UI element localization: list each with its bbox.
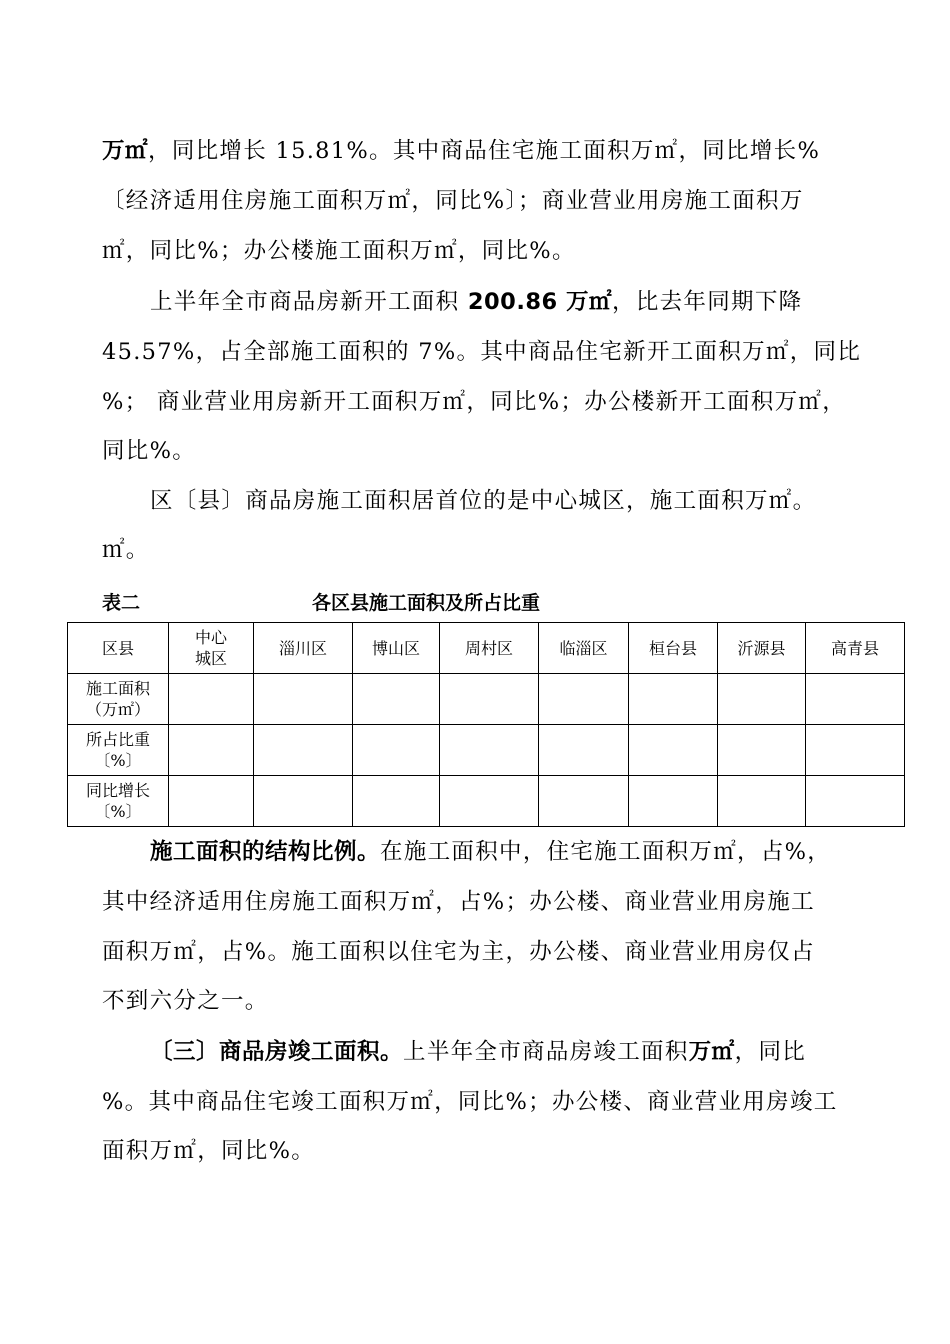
p2-line-4: 同比%。 xyxy=(102,438,197,464)
column-header: 博山区 xyxy=(353,623,440,674)
table-label: 表二 xyxy=(102,592,141,614)
table-cell xyxy=(353,725,440,776)
p4-line-4: 不到六分之一。 xyxy=(102,988,269,1014)
column-header: 临淄区 xyxy=(539,623,629,674)
row-header: 同比增长 〔%〕 xyxy=(68,776,169,827)
table-cell xyxy=(629,776,718,827)
p2-line-1 xyxy=(150,288,802,316)
p2-line-3: %； 商业营业用房新开工面积万㎡，同比%；办公楼新开工面积万㎡， xyxy=(102,389,847,415)
table-cell xyxy=(440,725,539,776)
p1-line-1 xyxy=(102,137,820,165)
table-corner: 区县 xyxy=(68,623,169,674)
p5-text-a: 上半年全市商品房竣工面积 xyxy=(403,1039,689,1065)
county-construction-table xyxy=(67,622,905,827)
table-cell xyxy=(718,725,806,776)
p1-line-2: 〔经济适用住房施工面积万㎡，同比%〕；商业营业用房施工面积万 xyxy=(102,188,804,214)
table-cell xyxy=(539,725,629,776)
table-cell xyxy=(718,674,806,725)
column-header: 桓台县 xyxy=(629,623,718,674)
p2-bold: 200.86 万㎡ xyxy=(467,289,613,315)
p4-line-2: 其中经济适用住房施工面积万㎡，占%；办公楼、商业营业用房施工 xyxy=(102,889,815,915)
table-header-row xyxy=(68,623,905,674)
p1-text: ，同比增长 15.81%。其中商品住宅施工面积万㎡，同比增长% xyxy=(148,138,821,164)
column-header: 沂源县 xyxy=(718,623,806,674)
table-cell xyxy=(806,674,905,725)
p3-line-2: ㎡。 xyxy=(102,537,150,563)
table-cell xyxy=(806,725,905,776)
row-header: 所占比重 〔%〕 xyxy=(68,725,169,776)
column-header: 周村区 xyxy=(440,623,539,674)
p5-bold-2: 万㎡ xyxy=(688,1039,735,1065)
table-cell xyxy=(169,725,254,776)
table-cell xyxy=(440,776,539,827)
p4-text: 在施工面积中，住宅施工面积万㎡，占%， xyxy=(380,839,832,865)
p5-text-b: ，同比 xyxy=(734,1039,807,1065)
table-cell xyxy=(254,776,353,827)
table-title: 各区县施工面积及所占比重 xyxy=(312,592,541,614)
table-row xyxy=(68,674,905,725)
p4-line-3: 面积万㎡，占%。施工面积以住宅为主，办公楼、商业营业用房仅占 xyxy=(102,939,815,965)
table-cell xyxy=(539,776,629,827)
table-cell xyxy=(353,674,440,725)
p1-line-3: ㎡，同比%；办公楼施工面积万㎡，同比%。 xyxy=(102,238,576,264)
table-cell xyxy=(169,776,254,827)
column-header: 高青县 xyxy=(806,623,905,674)
p1-bold: 万㎡ xyxy=(102,138,149,164)
table-cell xyxy=(629,674,718,725)
table-cell xyxy=(353,776,440,827)
table-cell xyxy=(440,674,539,725)
table-row xyxy=(68,776,905,827)
p2-text-a: 上半年全市商品房新开工面积 xyxy=(150,289,468,315)
table-cell xyxy=(254,674,353,725)
p5-line-3: 面积万㎡，同比%。 xyxy=(102,1138,316,1164)
table-cell xyxy=(539,674,629,725)
p5-line-2: %。其中商品住宅竣工面积万㎡，同比%；办公楼、商业营业用房竣工 xyxy=(102,1089,838,1115)
p5-line-1 xyxy=(150,1038,806,1066)
table-cell xyxy=(629,725,718,776)
p4-line-1 xyxy=(150,838,831,866)
table-cell xyxy=(806,776,905,827)
table-row xyxy=(68,725,905,776)
column-header: 中心 城区 xyxy=(169,623,254,674)
p4-bold: 施工面积的结构比例。 xyxy=(150,839,381,865)
p5-bold: 〔三〕商品房竣工面积。 xyxy=(150,1039,404,1065)
table-cell xyxy=(254,725,353,776)
p2-line-2: 45.57%，占全部施工面积的 7%。其中商品住宅新开工面积万㎡，同比 xyxy=(102,339,862,365)
p3-line-1: 区〔县〕商品房施工面积居首位的是中心城区，施工面积万㎡。 xyxy=(150,488,817,514)
p2-text-b: ，比去年同期下降 xyxy=(612,289,803,315)
column-header: 淄川区 xyxy=(254,623,353,674)
row-header: 施工面积 （万㎡） xyxy=(68,674,169,725)
table-cell xyxy=(718,776,806,827)
table-cell xyxy=(169,674,254,725)
